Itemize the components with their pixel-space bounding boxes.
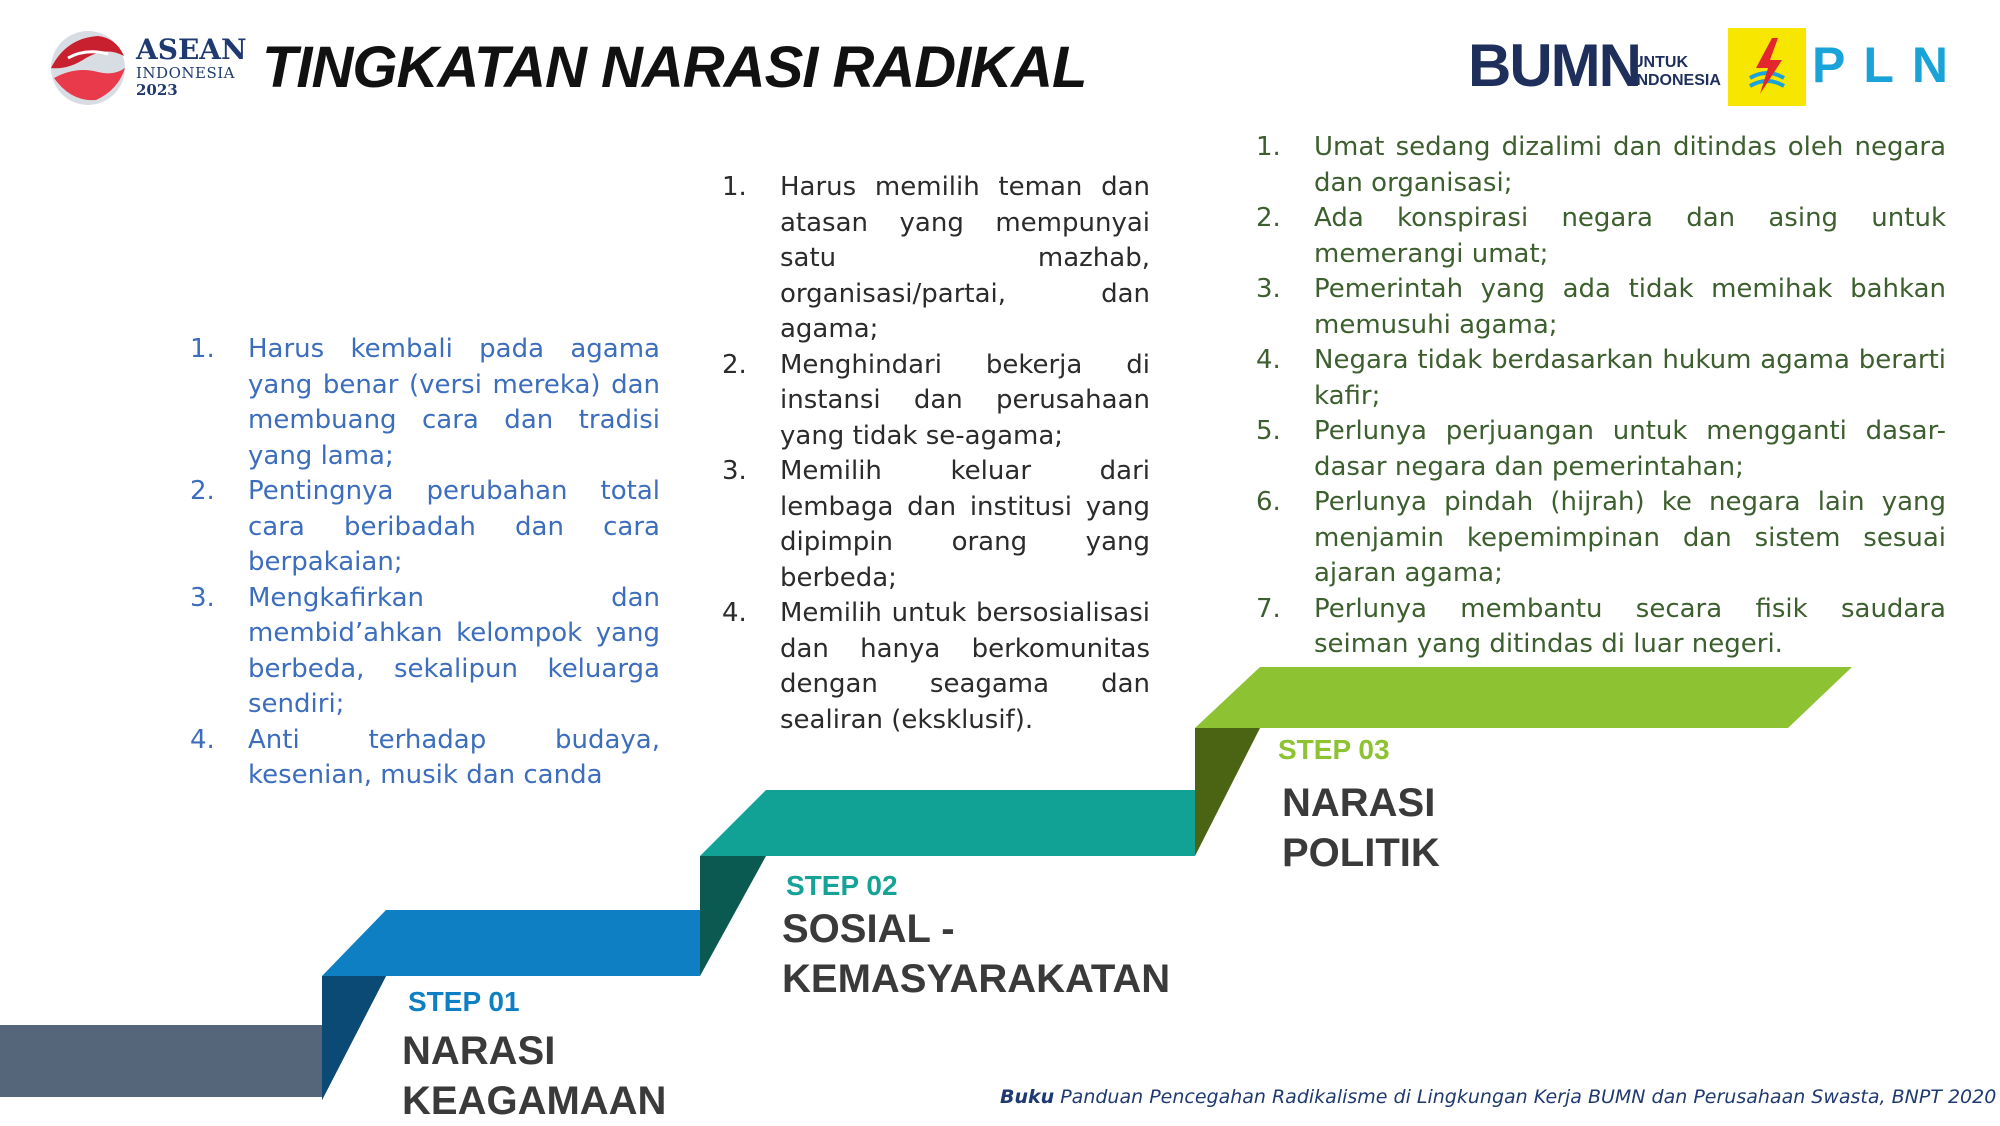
bumn-logo-sub1: UNTUK [1632, 54, 1688, 71]
step-01-name-line2: KEAGAMAAN [402, 1079, 667, 1123]
list-item-text: Perlunya perjuangan untuk mengganti dasar-dasar negara dan pemerintahan; [1314, 416, 1946, 482]
list-item-number: 2. [722, 349, 747, 380]
asean-logo-text [136, 33, 247, 99]
list-item-text: Ada konspirasi negara dan asing untuk memerangi umat; [1314, 203, 1946, 269]
asean-logo-line2: INDONESIA [136, 64, 235, 82]
lightning-icon [1728, 28, 1806, 106]
asean-logo-line1: ASEAN [136, 33, 247, 66]
pln-emblem [1728, 28, 1806, 106]
step-03-label: STEP 03 [1278, 734, 1390, 765]
source-citation [1000, 1086, 1997, 1108]
citation-bold: Buku [1000, 1086, 1055, 1108]
step-01-riser-side [322, 976, 386, 1100]
list-item-text: Pemerintah yang ada tidak memihak bahkan memusuhi agama; [1314, 274, 1946, 340]
asean-logo [46, 28, 136, 108]
step-03-top [1195, 667, 1852, 728]
list-item-text: Perlunya pindah (hijrah) ke negara lain yang menjamin kepemimpinan dan sistem sesuai ajaran agama; [1314, 487, 1946, 588]
step-02-top [700, 790, 1195, 856]
step-03-name-line2: POLITIK [1282, 831, 1440, 875]
list-item [1256, 592, 1946, 663]
step-01-top [322, 910, 700, 976]
list-item-text: Mengkafirkan dan membid’ahkan kelompok yang berbeda, sekalipun keluarga sendiri; [248, 582, 660, 719]
list-item [722, 454, 1150, 596]
list-item-text: Harus memilih teman dan atasan yang mempunyai satu mazhab, organisasi/partai, dan agama; [780, 172, 1150, 344]
list-item-text: Perlunya membantu secara fisik saudara seiman yang ditindas di luar negeri. [1314, 593, 1946, 659]
list-item [722, 170, 1150, 348]
pln-logo: PLN [1812, 37, 1966, 93]
list-item [1256, 130, 1946, 201]
list-item-text: Harus kembali pada agama yang benar (versi mereka) dan membuang cara dan tradisi yang lama; [248, 334, 660, 471]
list-item-text: Memilih keluar dari lembaga dan institusi yang dipimpin orang yang berbeda; [780, 456, 1150, 593]
step-03-name [1282, 778, 1440, 878]
list-item [1256, 272, 1946, 343]
base-bar [0, 1025, 322, 1097]
list-item [722, 348, 1150, 455]
list-item-number: 6. [1256, 487, 1281, 517]
list-item [1256, 485, 1946, 592]
step-02-label: STEP 02 [786, 870, 898, 901]
citation-text: Panduan Pencegahan Radikalisme di Lingkungan Kerja BUMN dan Perusahaan Swasta, BNPT 2020 [1060, 1086, 1997, 1108]
list-item-number: 1. [190, 334, 215, 364]
step-01-list [190, 332, 660, 794]
list-item-number: 5. [1256, 416, 1281, 446]
list-item-number: 1. [722, 172, 747, 202]
page-title: TINGKATAN NARASI RADIKAL [262, 35, 1087, 100]
list-item-number: 3. [190, 582, 215, 613]
step-02-list [722, 170, 1150, 738]
list-item-number: 2. [1256, 203, 1281, 233]
list-item-text: Anti terhadap budaya, kesenian, musik dan canda [248, 724, 660, 790]
list-item [1256, 343, 1946, 414]
list-item [190, 332, 660, 474]
list-item [1256, 201, 1946, 272]
list-item-number: 1. [1256, 132, 1281, 162]
list-item-number: 4. [190, 724, 215, 755]
list-item-text: Memilih untuk bersosialisasi dan hanya berkomunitas dengan seagama dan sealiran (eksklusif). [780, 598, 1150, 735]
list-item-number: 7. [1256, 593, 1281, 624]
list-item-text: Menghindari bekerja di instansi dan perusahaan yang tidak se-agama; [780, 349, 1150, 451]
list-item [190, 723, 660, 794]
list-item-number: 3. [1256, 274, 1281, 304]
list-item-number: 4. [1256, 345, 1281, 375]
list-item-text: Pentingnya perubahan total cara beribadah dan cara berpakaian; [248, 476, 660, 577]
list-item-text: Umat sedang dizalimi dan ditindas oleh negara dan organisasi; [1314, 132, 1946, 198]
list-item-number: 4. [722, 598, 747, 628]
list-item-number: 3. [722, 456, 747, 486]
step-02-name [782, 904, 1170, 1004]
list-item [722, 596, 1150, 738]
step-02-riser [700, 856, 766, 976]
step-03-riser [1195, 728, 1260, 856]
list-item-number: 2. [190, 476, 215, 506]
step-01-label: STEP 01 [408, 986, 520, 1017]
list-item-text: Negara tidak berdasarkan hukum agama berarti kafir; [1314, 345, 1946, 411]
list-item [1256, 414, 1946, 485]
list-item [190, 581, 660, 723]
asean-logo-line3: 2023 [136, 81, 178, 99]
list-item [190, 474, 660, 581]
asean-emblem-icon [46, 28, 136, 108]
step-03-name-line1: NARASI [1282, 781, 1436, 825]
step-02-name-line1: SOSIAL - [782, 907, 955, 951]
bumn-logo-sub2: INDONESIA [1632, 71, 1721, 89]
step-02-name-line2: KEMASYARAKATAN [782, 957, 1171, 1001]
step-01-name [402, 1026, 666, 1126]
step-03-list [1256, 130, 1946, 663]
step-01-name-line1: NARASI [402, 1029, 556, 1073]
bumn-logo: BUMN [1468, 32, 1640, 99]
bumn-logo-subtitle [1632, 54, 1721, 89]
